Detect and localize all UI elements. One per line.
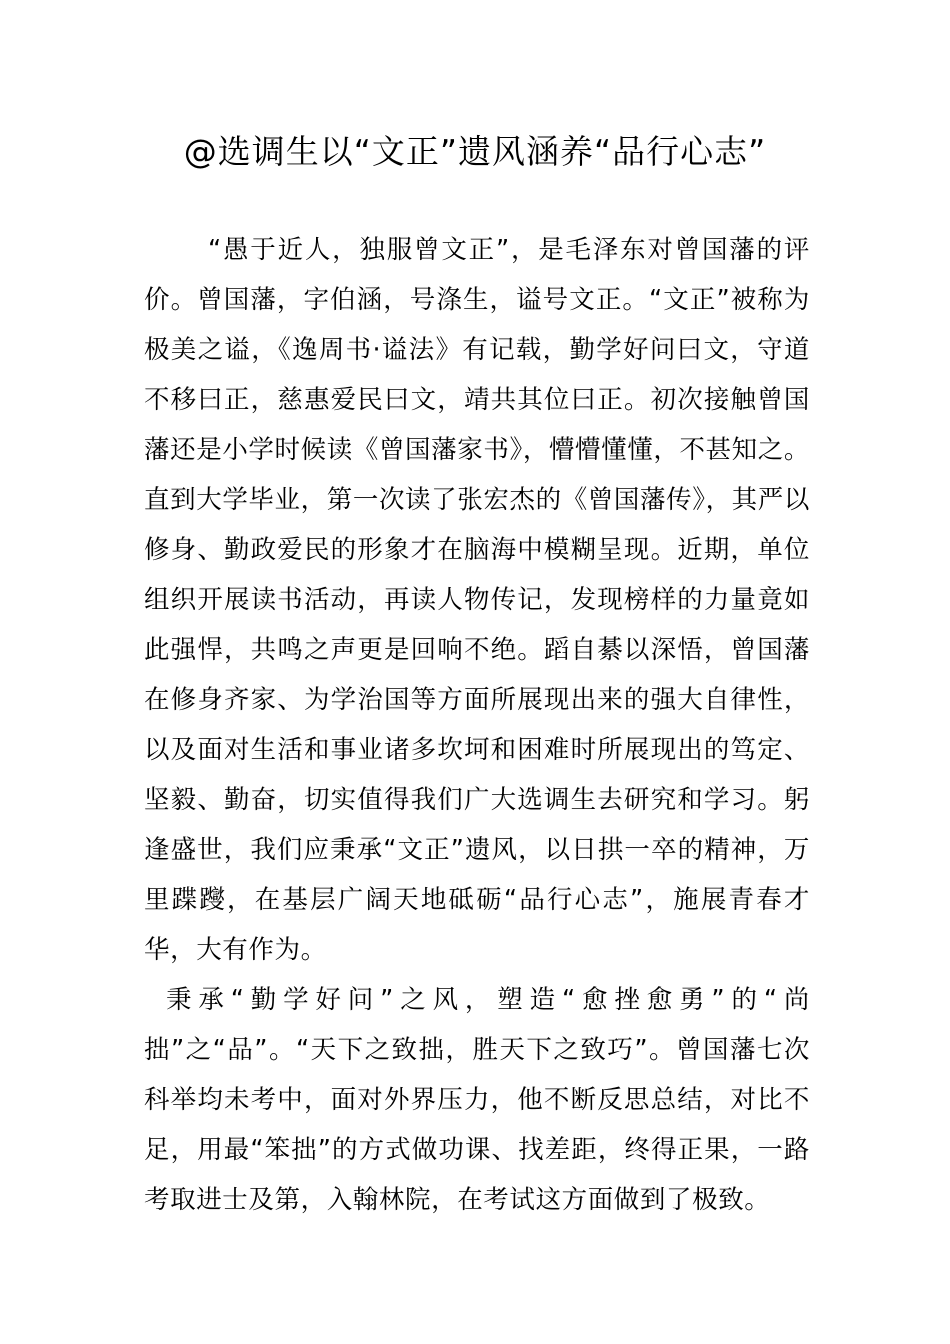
paragraph-diligence: 秉承“勤学好问”之风，塑造“愈挫愈勇”的“尚拙”之“品”。“天下之致拙，胜天下之致巧”。曾国藩七次科举均未考中，面对外界压力，他不断反思总结，对比不足，用最“笨拙”的方式做功课、找差距，终得正果，一路考取进士及第，入翰林院，在考试这方面做到了极致。	[144, 985, 810, 1215]
document-title: @选调生以“文正”遗风涵养“品行心志”	[183, 132, 767, 171]
paragraph-intro: “愚于近人，独服曾文正”，是毛泽东对曾国藩的评价。曾国藩，字伯涵，号涤生，谥号文正。“文正”被称为极美之谥，《逸周书·谥法》有记载，勤学好问曰文，守道不移曰正，慈惠爱民曰文，靖共其位曰正。初次接触曾国藩还是小学时候读《曾国藩家书》，懵懵懂懂，不甚知之。直到大学毕业，第一次读了张宏杰的《曾国藩传》，其严以修身、勤政爱民的形象才在脑海中模糊呈现。近期，单位组织开展读书活动，再读人物传记，发现榜样的力量竟如此强悍，共鸣之声更是回响不绝。蹈自綦以深悟，曾国藩在修身齐家、为学治国等方面所展现出来的强大自律性，以及面对生活和事业诸多坎坷和困难时所展现出的笃定、坚毅、勤奋，切实值得我们广大选调生去研究和学习。躬逢盛世，我们应秉承“文正”遗风，以日拱一卒的精神，万里蹀躞，在基层广阔天地砥砺“品行心志”，施展青春才华，大有作为。	[144, 235, 810, 965]
